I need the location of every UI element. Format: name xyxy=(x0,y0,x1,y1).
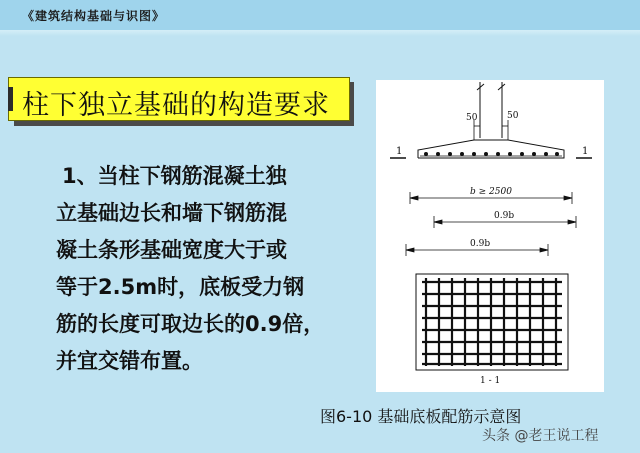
body-line-3: 凝土条形基础宽度大于或 xyxy=(56,238,287,262)
footing-figure-panel xyxy=(376,80,604,392)
footing-reinforcement-drawing xyxy=(376,80,604,392)
top-bar xyxy=(0,0,640,30)
section-label: 1 - 1 xyxy=(480,376,501,386)
body-line-6: 并宜交错布置。 xyxy=(56,349,203,373)
slide-body xyxy=(56,158,366,380)
slide-heading: 柱下独立基础的构造要求 xyxy=(22,90,330,121)
top-bar-divider xyxy=(0,30,640,36)
dim-b-label: b ≥ 2500 xyxy=(470,187,512,197)
watermark: 头条 @老王说工程 xyxy=(482,428,599,444)
column-outline xyxy=(477,82,505,138)
section-mark-right: 1 xyxy=(582,146,589,157)
dim-50-right: 50 xyxy=(507,111,519,121)
body-line-4: 等于2.5m时，底板受力钢 xyxy=(56,275,305,299)
dim-09b-upper-label: 0.9b xyxy=(494,211,515,221)
doc-title: 《建筑结构基础与识图》 xyxy=(22,9,166,23)
plan-view-grid xyxy=(416,274,568,370)
footing-profile xyxy=(418,140,564,158)
dim-50-lines xyxy=(474,120,508,140)
body-line-1: 1、当柱下钢筋混凝土独 xyxy=(62,164,287,188)
dim-09b-lower-label: 0.9b xyxy=(470,239,491,249)
rebar-dots xyxy=(424,152,559,156)
figure-caption: 图6-10 基础底板配筋示意图 xyxy=(320,407,522,426)
dim-50-left: 50 xyxy=(466,113,478,123)
body-line-5: 筋的长度可取边长的0.9倍， xyxy=(56,312,325,336)
heading-accent-bar xyxy=(8,87,13,111)
section-mark-left: 1 xyxy=(396,146,403,157)
body-line-2: 立基础边长和墙下钢筋混 xyxy=(56,201,287,225)
